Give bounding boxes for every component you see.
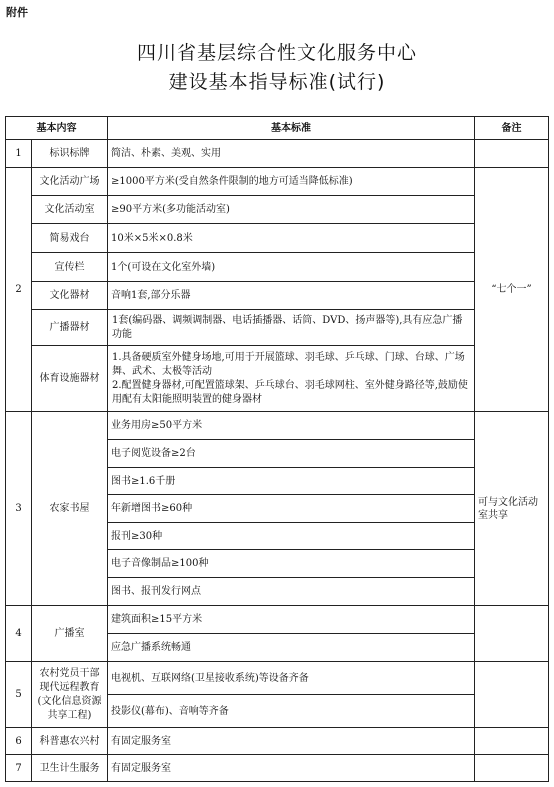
table-row — [6, 606, 549, 634]
row-number: 6 — [6, 728, 32, 755]
standard-text: 1.具备硬质室外健身场地,可用于开展篮球、羽毛球、乒乓球、门球、台球、广场舞、武术、太极等活动 2.配置健身器材,可配置篮球架、乒乓球台、羽毛球网柱、室外健身路径等,鼓励使用配有太阳能照明装置的健身器材 — [108, 346, 475, 412]
item-name: 文化活动室 — [32, 196, 108, 224]
standard-text: 电子音像制品≥100种 — [108, 550, 475, 578]
item-name: 科普惠农兴村 — [32, 728, 108, 755]
item-name: 农村党员干部现代远程教育(文化信息资源共享工程) — [32, 662, 108, 728]
header-standard: 基本标准 — [108, 117, 475, 140]
document-title-line1: 四川省基层综合性文化服务中心 — [136, 42, 417, 64]
standards-table — [5, 116, 549, 782]
remark-cell — [475, 728, 549, 755]
row-number: 1 — [6, 140, 32, 168]
row-number: 2 — [6, 168, 32, 412]
item-name: 文化活动广场 — [32, 168, 108, 196]
row-number: 7 — [6, 755, 32, 782]
row-number: 3 — [6, 412, 32, 606]
table-row — [6, 168, 549, 196]
standard-text: 建筑面积≥15平方米 — [108, 606, 475, 634]
standard-text: 有固定服务室 — [108, 755, 475, 782]
standard-text: ≥90平方米(多功能活动室) — [108, 196, 475, 224]
table-row — [6, 310, 549, 346]
table-row — [6, 728, 549, 755]
attachment-label: 附件 — [6, 6, 28, 19]
standard-text: 报刊≥30种 — [108, 523, 475, 550]
row-number: 4 — [6, 606, 32, 662]
table-row — [6, 755, 549, 782]
item-name: 广播器材 — [32, 310, 108, 346]
remark-cell — [475, 140, 549, 168]
table-row — [6, 346, 549, 412]
standard-text: 电视机、互联网络(卫星接收系统)等设备齐备 — [108, 662, 475, 695]
standard-text: 1套(编码器、调频调制器、电话插播器、话筒、DVD、扬声器等),具有应急广播功能 — [108, 310, 475, 346]
header-content: 基本内容 — [6, 117, 108, 140]
item-name: 卫生计生服务 — [32, 755, 108, 782]
standard-text: 投影仪(幕布)、音响等齐备 — [108, 695, 475, 728]
remark-cell — [475, 755, 549, 782]
standard-text: 音响1套,部分乐器 — [108, 282, 475, 310]
document-title-line2: 建设基本指导标准(试行) — [168, 71, 386, 93]
standard-text: 有固定服务室 — [108, 728, 475, 755]
standard-text: 电子阅览设备≥2台 — [108, 440, 475, 468]
standard-text: 10米×5米×0.8米 — [108, 224, 475, 253]
table-row — [6, 412, 549, 440]
standard-text: 简洁、朴素、美观、实用 — [108, 140, 475, 168]
remark-cell: 可与文化活动室共享 — [475, 412, 549, 606]
standard-text: 图书、报刊发行网点 — [108, 578, 475, 606]
remark-cell — [475, 606, 549, 662]
standard-text: 图书≥1.6千册 — [108, 468, 475, 495]
standard-text: 业务用房≥50平方米 — [108, 412, 475, 440]
item-name: 标识标牌 — [32, 140, 108, 168]
item-name: 农家书屋 — [32, 412, 108, 606]
standard-text: 1个(可设在文化室外墙) — [108, 253, 475, 282]
remark-cell — [475, 662, 549, 728]
table-row — [6, 253, 549, 282]
standard-text: ≥1000平方米(受自然条件限制的地方可适当降低标准) — [108, 168, 475, 196]
table-row — [6, 140, 549, 168]
table-row — [6, 196, 549, 224]
row-number: 5 — [6, 662, 32, 728]
item-name: 广播室 — [32, 606, 108, 662]
item-name: 体育设施器材 — [32, 346, 108, 412]
header-remark: 备注 — [475, 117, 549, 140]
table-row — [6, 282, 549, 310]
table-row — [6, 662, 549, 695]
table-row — [6, 224, 549, 253]
item-name: 简易戏台 — [32, 224, 108, 253]
standard-text: 应急广播系统畅通 — [108, 634, 475, 662]
standard-text: 年新增图书≥60种 — [108, 495, 475, 523]
remark-cell: “七个一” — [475, 168, 549, 412]
item-name: 文化器材 — [32, 282, 108, 310]
item-name: 宣传栏 — [32, 253, 108, 282]
table-header-row — [6, 117, 549, 140]
